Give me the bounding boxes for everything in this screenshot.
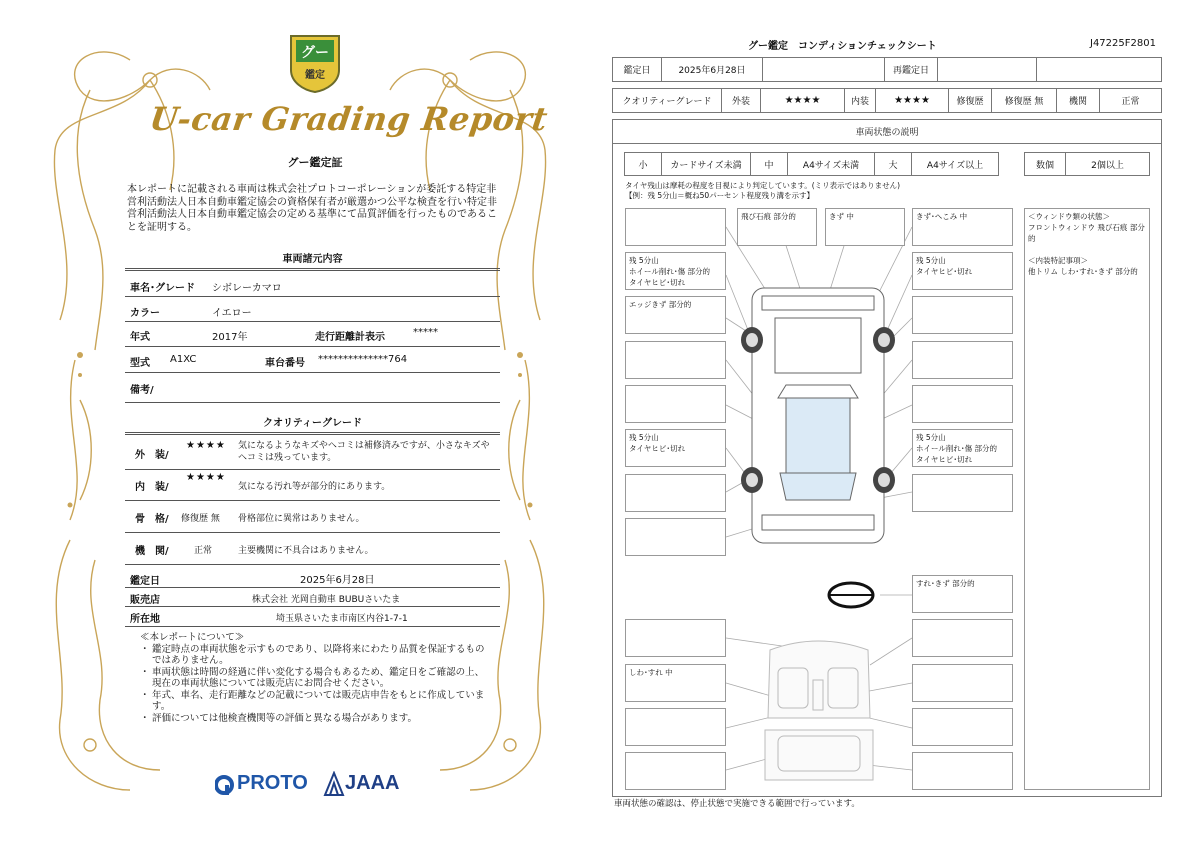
size-mid-desc: A4サイズ未満: [787, 152, 875, 176]
chassis-value: **************764: [318, 354, 408, 365]
condition-box-tire-front-left: 残 5分山 ホイール削れ･傷 部分的 タイヤヒビ･切れ: [625, 252, 726, 290]
divider: [125, 564, 500, 565]
size-large-desc: A4サイズ以上: [911, 152, 999, 176]
size-small-desc: カードサイズ未満: [661, 152, 751, 176]
date-label: 鑑定日: [612, 57, 662, 82]
report-notes: ≪本レポートについて≫ ・ 鑑定時点の車両状態を示すものであり、以降将来にわたり品質を保証するものではありません。 ・ 車両状態は時間の経過に伴い変化する場合もあるため、鑑定日をご確認の上、現在の車両状態については販売店にお問合せください。 ・ 年式、車名、走行距離などの記載については販売店申告をもとに作成しています。 ・ 評価については他検査機関等の評価と異なる場合があります。: [140, 632, 490, 724]
divider: [125, 432, 500, 435]
condition-box: [912, 708, 1013, 746]
interior-stars: ★★★★: [186, 472, 226, 483]
condition-box: [625, 208, 726, 246]
address-value: 埼玉県さいたま市南区内谷1-7-1: [276, 614, 408, 624]
divider: [125, 372, 500, 373]
divider: [125, 346, 500, 347]
condition-title: 車両状態の説明: [612, 119, 1162, 144]
color-label: カラー: [130, 308, 160, 319]
count-label: 数個: [1024, 152, 1066, 176]
svg-text:グー: グー: [301, 45, 329, 61]
size-mid: 中: [750, 152, 788, 176]
condition-box: [625, 474, 726, 512]
engine-value: 正常: [194, 546, 213, 556]
jaaa-mark-icon: [323, 771, 345, 797]
frame-value: 修復歴 無: [181, 514, 220, 524]
color-value: イエロー: [212, 308, 252, 319]
sheet-code: J47225F2801: [1090, 38, 1156, 49]
redate-label: 再鑑定日: [884, 57, 938, 82]
date-value: 2025年6月28日: [661, 57, 763, 82]
sheet-title: グー鑑定 コンディションチェックシート: [748, 41, 937, 52]
condition-box-scratch: きず 中: [825, 208, 905, 246]
condition-box: [912, 619, 1013, 657]
appraisal-date-value: 2025年6月28日: [300, 575, 375, 586]
divider: [125, 321, 500, 322]
name-label: 車名･グレード: [130, 283, 195, 294]
condition-box-edge: エッジきず 部分的: [625, 296, 726, 334]
dealer-label: 販売店: [130, 595, 160, 606]
exterior-label: 外 装/: [135, 450, 169, 461]
divider: [125, 500, 500, 501]
condition-box: [912, 341, 1013, 379]
condition-box-steering: すれ･きず 部分的: [912, 575, 1013, 613]
interior-label: 内 装/: [135, 482, 169, 493]
certificate-statement: 本レポートに記載される車両は株式会社プロトコーポレーションが委託する特定非営利活動法人日本自動車鑑定協会の資格保有者が厳選かつ公平な検査を行い特定非営利活動法人日本自動車鑑定協会の定める基準にて品質評価を行ったものであることを証明する。: [127, 184, 497, 233]
condition-box-seat: しわ･すれ 中: [625, 664, 726, 702]
frame-comment: 骨格部位に異常はありません。: [238, 514, 365, 524]
spec-section-title: 車両諸元内容: [282, 254, 343, 265]
condition-box-front-stone: 飛び石痕 部分的: [737, 208, 817, 246]
note-item: 評価については他検査機関等の評価と異なる場合があります。: [152, 712, 418, 724]
repair-value: 修復歴 無: [991, 88, 1057, 113]
partner-logos: [215, 768, 415, 802]
divider: [125, 402, 500, 403]
year-label: 年式: [130, 332, 150, 343]
condition-box: [912, 474, 1013, 512]
divider: [125, 587, 500, 588]
condition-box: [625, 385, 726, 423]
engine-comment: 主要機関に不具合はありません。: [238, 546, 374, 556]
chassis-label: 車台番号: [265, 358, 305, 369]
report-title: U-car Grading Report: [147, 100, 551, 138]
condition-box-tire-rear-left: 残 5分山 タイヤヒビ･切れ: [625, 429, 726, 467]
condition-box-tire-front-right: 残 5分山 タイヤヒビ･切れ: [912, 252, 1013, 290]
condition-box: [912, 664, 1013, 702]
condition-box: [912, 385, 1013, 423]
divider: [125, 296, 500, 297]
ext-label: 外装: [721, 88, 761, 113]
remarks-label: 備考/: [130, 385, 154, 396]
model-value: A1XC: [170, 354, 197, 365]
tire-note: タイヤ残山は摩耗の程度を目視により判定しています。(ミリ表示ではありません): [625, 181, 901, 190]
dealer-value: 株式会社 光岡自動車 BUBUさいたま: [252, 595, 401, 605]
engine-value-cell: 正常: [1099, 88, 1162, 113]
name-value: シボレーカマロ: [212, 283, 282, 294]
proto-mark-icon: [215, 774, 235, 796]
note-item: 車両状態は時間の経過に伴い変化する場合もあるため、鑑定日をご確認の上、現在の車両状態については販売店にお問合せください。: [152, 666, 485, 689]
repair-label: 修復歴: [948, 88, 992, 113]
condition-box: [625, 708, 726, 746]
condition-box: [625, 341, 726, 379]
exterior-comment: 気になるようなキズやヘコミは補修済みですが、小さなキズやヘコミは残っています。: [238, 441, 490, 463]
goo-appraisal-logo: [287, 30, 343, 94]
condition-check-sheet: [600, 0, 1200, 848]
svg-text:鑑定: 鑑定: [305, 70, 325, 81]
mileage-value: *****: [413, 327, 438, 338]
int-label: 内装: [844, 88, 876, 113]
mileage-label: 走行距離計表示: [315, 332, 385, 343]
grade-label: クオリティーグレード: [612, 88, 722, 113]
divider: [125, 469, 500, 470]
appraisal-date-label: 鑑定日: [130, 576, 160, 587]
condition-box-tire-rear-right: 残 5分山 ホイール削れ･傷 部分的 タイヤヒビ･切れ: [912, 429, 1013, 467]
ext-stars: ★★★★: [760, 88, 845, 113]
frame-label: 骨 格/: [135, 514, 169, 525]
note-item: 鑑定時点の車両状態を示すものであり、以降将来にわたり品質を保証するものではありません。: [152, 643, 485, 666]
model-label: 型式: [130, 358, 150, 369]
divider: [125, 626, 500, 627]
address-label: 所在地: [130, 614, 160, 625]
condition-box: [625, 518, 726, 556]
condition-box: [912, 296, 1013, 334]
certificate-heading: グー鑑定証: [287, 156, 343, 169]
condition-box: [625, 619, 726, 657]
proto-logo: PROTO: [237, 772, 308, 794]
condition-box-dent: きず･へこみ 中: [912, 208, 1013, 246]
interior-comment: 気になる汚れ等が部分的にあります。: [238, 482, 391, 492]
condition-box: [625, 752, 726, 790]
year-value: 2017年: [212, 332, 248, 343]
divider: [125, 606, 500, 607]
quality-section-title: クオリティーグレード: [263, 418, 362, 429]
jaaa-logo: JAAA: [345, 772, 400, 794]
window-interior-notes: ＜ウィンドウ類の状態＞ フロントウィンドウ 飛び石痕 部分的 ＜内装特記事項＞ 他トリム しわ･すれ･きず 部分的: [1024, 208, 1150, 790]
divider: [125, 532, 500, 533]
notes-title: ≪本レポートについて≫: [140, 632, 245, 643]
size-small: 小: [624, 152, 662, 176]
engine-label: 機 関/: [135, 546, 169, 557]
count-desc: 2個以上: [1065, 152, 1150, 176]
note-item: 年式、車名、走行距離などの記載については販売店申告をもとに作成しています。: [152, 689, 485, 712]
sheet-footer: 車両状態の確認は、停止状態で実施できる範囲で行っています。: [614, 799, 860, 809]
divider: [125, 268, 500, 271]
tire-example: 【例：残 5分山＝概ね50パーセント程度残り溝を示す】: [625, 191, 815, 200]
exterior-stars: ★★★★: [186, 440, 226, 451]
condition-box: [912, 752, 1013, 790]
int-stars: ★★★★: [875, 88, 949, 113]
engine-label-cell: 機関: [1056, 88, 1100, 113]
size-large: 大: [874, 152, 912, 176]
